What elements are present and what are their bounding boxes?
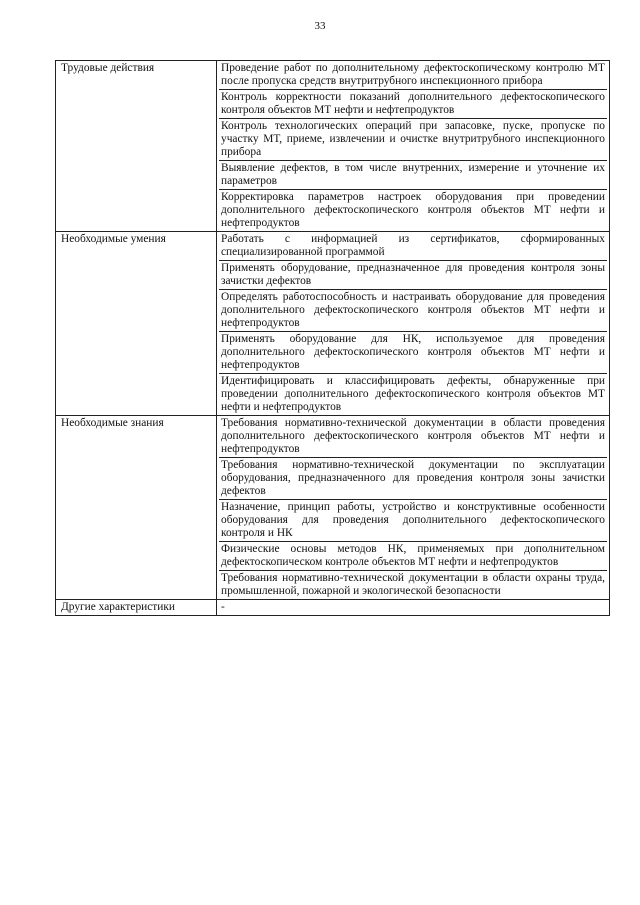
row-label: Трудовые действия — [56, 61, 217, 232]
list-item: Корректировка параметров настроек оборудования при проведении дополнительного дефектоскопического контроля объектов МТ нефти и нефтепродуктов — [221, 191, 605, 229]
list-item: Применять оборудование, предназначенное для проведения контроля зоны зачистки дефектов — [221, 262, 605, 287]
list-item: Физические основы методов НК, применяемых при дополнительном дефектоскопическом контроле объектов МТ нефти и нефтепродуктов — [221, 543, 605, 568]
list-item: Идентифицировать и классифицировать дефекты, обнаруженные при проведении дополнительного дефектоскопического контроля объектов МТ нефти и нефтепродуктов — [221, 375, 605, 413]
page-number: 33 — [314, 20, 326, 32]
row-items — [217, 600, 610, 616]
list-item: Выявление дефектов, в том числе внутренних, измерение и уточнение их параметров — [221, 162, 605, 187]
table-row — [56, 600, 610, 616]
row-items — [217, 232, 610, 416]
row-label: Необходимые умения — [56, 232, 217, 416]
list-item: Требования нормативно-технической документации по эксплуатации оборудования, предназначенного для проведения контроля зоны зачистки дефектов — [221, 459, 605, 497]
table-row — [56, 416, 610, 600]
list-item: Проведение работ по дополнительному дефектоскопическому контролю МТ после пропуска средств внутритрубного инспекционного прибора — [221, 62, 605, 87]
row-items — [217, 61, 610, 232]
list-item: Назначение, принцип работы, устройство и конструктивные особенности оборудования для проведения дополнительного дефектоскопического контроля и НК — [221, 501, 605, 539]
list-item: Контроль корректности показаний дополнительного дефектоскопического контроля объектов МТ нефти и нефтепродуктов — [221, 91, 605, 116]
list-item: Требования нормативно-технической документации в области проведения дополнительного дефектоскопического контроля объектов МТ нефти и нефтепродуктов — [221, 417, 605, 455]
row-label: Другие характеристики — [56, 600, 217, 616]
table-row — [56, 61, 610, 232]
list-item: Требования нормативно-технической документации в области охраны труда, промышленной, пожарной и экологической безопасности — [221, 572, 605, 597]
list-item: Контроль технологических операций при запасовке, пуске, пропуске по участку МТ, приеме, извлечении и очистке внутритрубного инспекционного прибора — [221, 120, 605, 158]
row-items — [217, 416, 610, 600]
list-item: Определять работоспособность и настраивать оборудование для проведения дополнительного дефектоскопического контроля объектов МТ нефти и нефтепродуктов — [221, 291, 605, 329]
list-item: - — [221, 601, 225, 613]
table-row — [56, 232, 610, 416]
competency-table — [55, 60, 610, 616]
list-item: Применять оборудование для НК, используемое для проведения дополнительного дефектоскопического контроля объектов МТ нефти и нефтепродуктов — [221, 333, 605, 371]
list-item: Работать с информацией из сертификатов, сформированных специализированной программой — [221, 233, 605, 258]
row-label: Необходимые знания — [56, 416, 217, 600]
